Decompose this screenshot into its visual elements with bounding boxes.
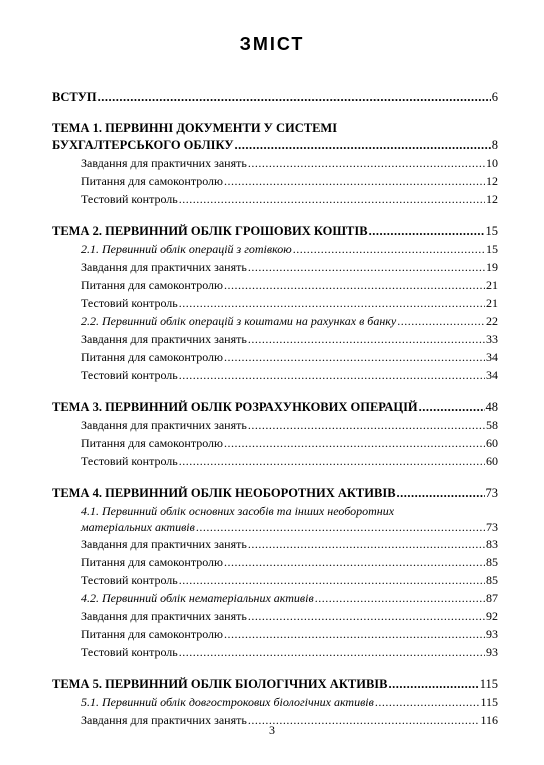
toc-entry-title: 4.1. Первинний облік основних засобів та інших необоротних xyxy=(81,504,395,518)
toc-entry-subsection[interactable] xyxy=(52,503,498,535)
dot-leader xyxy=(248,330,485,348)
toc-entry-title: 2.1. Первинний облік операцій з готівкою xyxy=(81,242,292,256)
dot-leader xyxy=(389,675,479,693)
toc-entry-page: 83 xyxy=(486,537,498,551)
toc-entry[interactable] xyxy=(52,348,498,366)
dot-leader xyxy=(179,366,485,384)
toc-entry-page: 73 xyxy=(485,486,498,500)
toc-entry[interactable] xyxy=(52,416,498,434)
toc-entry-page: 34 xyxy=(486,350,498,364)
toc-entry-title: Завдання для практичних занять xyxy=(81,609,247,623)
toc-entry-title: Питання для самоконтролю xyxy=(81,350,224,364)
toc-entry[interactable] xyxy=(52,434,498,452)
dot-leader xyxy=(293,240,485,258)
toc-entry-title: ТЕМА 1. ПЕРВИННІ ДОКУМЕНТИ У СИСТЕМІ xyxy=(52,121,338,135)
toc-entry-title: Тестовий контроль xyxy=(81,573,178,587)
toc-entry-subsection[interactable] xyxy=(52,693,498,711)
toc-entry-title: Завдання для практичних занять xyxy=(81,537,247,551)
toc-entry-page: 93 xyxy=(486,645,498,659)
toc-entry[interactable] xyxy=(52,172,498,190)
dot-leader xyxy=(224,553,485,571)
toc-entry-title: ТЕМА 3. ПЕРВИННИЙ ОБЛІК РОЗРАХУНКОВИХ ОПЕРАЦІЙ xyxy=(52,400,418,414)
dot-leader xyxy=(179,452,485,470)
toc-entry-page: 115 xyxy=(479,677,498,691)
toc-entry-title: Завдання для практичних занять xyxy=(81,418,247,432)
toc-entry-page: 15 xyxy=(486,242,498,256)
toc-entry-page: 21 xyxy=(486,278,498,292)
toc-entry-page: 19 xyxy=(486,260,498,274)
dot-leader xyxy=(248,535,485,553)
toc-entry-title: Завдання для практичних занять xyxy=(81,260,247,274)
toc-entry-page: 12 xyxy=(486,192,498,206)
toc-entry-title: матеріальних активів xyxy=(81,520,195,534)
toc-entry-title: Питання для самоконтролю xyxy=(81,555,224,569)
dot-leader xyxy=(235,137,491,154)
dot-leader xyxy=(224,434,485,452)
toc-entry-title: Тестовий контроль xyxy=(81,454,178,468)
toc-entry-title: 5.1. Первинний облік довгострокових біологічних активів xyxy=(81,695,374,709)
dot-leader xyxy=(397,312,485,330)
toc-entry-page: 116 xyxy=(480,713,498,727)
toc-entry-title: Питання для самоконтролю xyxy=(81,174,224,188)
dot-leader xyxy=(179,571,485,589)
toc-entry-title: Завдання для практичних занять xyxy=(81,332,247,346)
toc-entry-title: ТЕМА 2. ПЕРВИННИЙ ОБЛІК ГРОШОВИХ КОШТІВ xyxy=(52,224,368,238)
toc-entry-page: 33 xyxy=(486,332,498,346)
toc-entry-title: Завдання для практичних занять xyxy=(81,713,247,727)
toc-entry-title: Тестовий контроль xyxy=(81,645,178,659)
toc-entry-title: ТЕМА 5. ПЕРВИННИЙ ОБЛІК БІОЛОГІЧНИХ АКТИВІВ xyxy=(52,677,388,691)
toc-entry-page: 48 xyxy=(485,400,498,414)
toc-entry[interactable] xyxy=(52,330,498,348)
table-of-contents xyxy=(52,88,498,729)
toc-entry-subsection[interactable] xyxy=(52,312,498,330)
toc-entry[interactable] xyxy=(52,276,498,294)
toc-entry-page: 58 xyxy=(486,418,498,432)
toc-entry[interactable] xyxy=(52,625,498,643)
toc-entry-topic-5[interactable] xyxy=(52,675,498,693)
dot-leader xyxy=(248,416,485,434)
toc-entry-page: 34 xyxy=(486,368,498,382)
toc-entry-title: БУХГАЛТЕРСЬКОГО ОБЛІКУ xyxy=(52,138,234,152)
dot-leader xyxy=(224,276,485,294)
toc-entry-page: 6 xyxy=(491,90,498,104)
dot-leader xyxy=(179,190,485,208)
toc-entry[interactable] xyxy=(52,535,498,553)
toc-entry-page: 15 xyxy=(485,224,498,238)
toc-entry-title: Завдання для практичних занять xyxy=(81,156,247,170)
dot-leader xyxy=(248,607,485,625)
toc-entry-page: 10 xyxy=(486,156,498,170)
toc-entry[interactable] xyxy=(52,258,498,276)
dot-leader xyxy=(196,519,485,535)
toc-entry-page: 60 xyxy=(486,436,498,450)
dot-leader xyxy=(224,625,485,643)
toc-entry[interactable] xyxy=(52,553,498,571)
dot-leader xyxy=(248,258,485,276)
toc-entry[interactable] xyxy=(52,643,498,661)
toc-entry-page: 85 xyxy=(486,555,498,569)
dot-leader xyxy=(397,484,485,502)
toc-entry[interactable] xyxy=(52,190,498,208)
toc-entry-title: Питання для самоконтролю xyxy=(81,627,224,641)
toc-entry-title: Тестовий контроль xyxy=(81,368,178,382)
dot-leader xyxy=(179,643,485,661)
dot-leader xyxy=(224,172,485,190)
toc-entry-title: Питання для самоконтролю xyxy=(81,436,224,450)
toc-entry-subsection[interactable] xyxy=(52,589,498,607)
toc-entry-page: 87 xyxy=(486,591,498,605)
toc-entry-topic-4[interactable] xyxy=(52,484,498,502)
toc-entry-title: Тестовий контроль xyxy=(81,296,178,310)
toc-entry-topic-3[interactable] xyxy=(52,398,498,416)
dot-leader xyxy=(98,88,491,106)
toc-entry-title: ВСТУП xyxy=(52,90,97,104)
toc-entry-page: 21 xyxy=(486,296,498,310)
toc-entry-title: 4.2. Первинний облік нематеріальних активів xyxy=(81,591,314,605)
toc-entry-topic-1[interactable] xyxy=(52,120,498,154)
toc-entry[interactable] xyxy=(52,607,498,625)
toc-entry-page: 22 xyxy=(486,314,498,328)
toc-entry[interactable] xyxy=(52,366,498,384)
toc-entry-page: 73 xyxy=(486,520,498,534)
toc-entry-page: 115 xyxy=(480,695,498,709)
dot-leader xyxy=(224,348,485,366)
toc-entry-page: 93 xyxy=(486,627,498,641)
toc-entry[interactable] xyxy=(52,571,498,589)
toc-entry-page: 85 xyxy=(486,573,498,587)
toc-entry-topic-2[interactable] xyxy=(52,222,498,240)
page-number: 3 xyxy=(269,723,275,737)
dot-leader xyxy=(179,294,485,312)
dot-leader xyxy=(315,589,485,607)
dot-leader xyxy=(419,398,485,416)
toc-entry-title: Тестовий контроль xyxy=(81,192,178,206)
toc-entry[interactable] xyxy=(52,154,498,172)
toc-entry-page: 12 xyxy=(486,174,498,188)
toc-entry-subsection[interactable] xyxy=(52,240,498,258)
toc-entry[interactable] xyxy=(52,294,498,312)
toc-entry[interactable] xyxy=(52,452,498,470)
dot-leader xyxy=(248,154,485,172)
dot-leader xyxy=(369,222,485,240)
toc-entry-intro[interactable] xyxy=(52,88,498,106)
toc-entry-page: 92 xyxy=(486,609,498,623)
toc-entry-page: 8 xyxy=(491,138,498,152)
toc-entry-title: 2.2. Первинний облік операцій з коштами на рахунках в банку xyxy=(81,314,397,328)
page-title: ЗМІСТ xyxy=(239,34,305,54)
dot-leader xyxy=(375,693,480,711)
toc-entry-page: 60 xyxy=(486,454,498,468)
toc-entry-title: Питання для самоконтролю xyxy=(81,278,224,292)
toc-entry-title: ТЕМА 4. ПЕРВИННИЙ ОБЛІК НЕОБОРОТНИХ АКТИВІВ xyxy=(52,486,396,500)
